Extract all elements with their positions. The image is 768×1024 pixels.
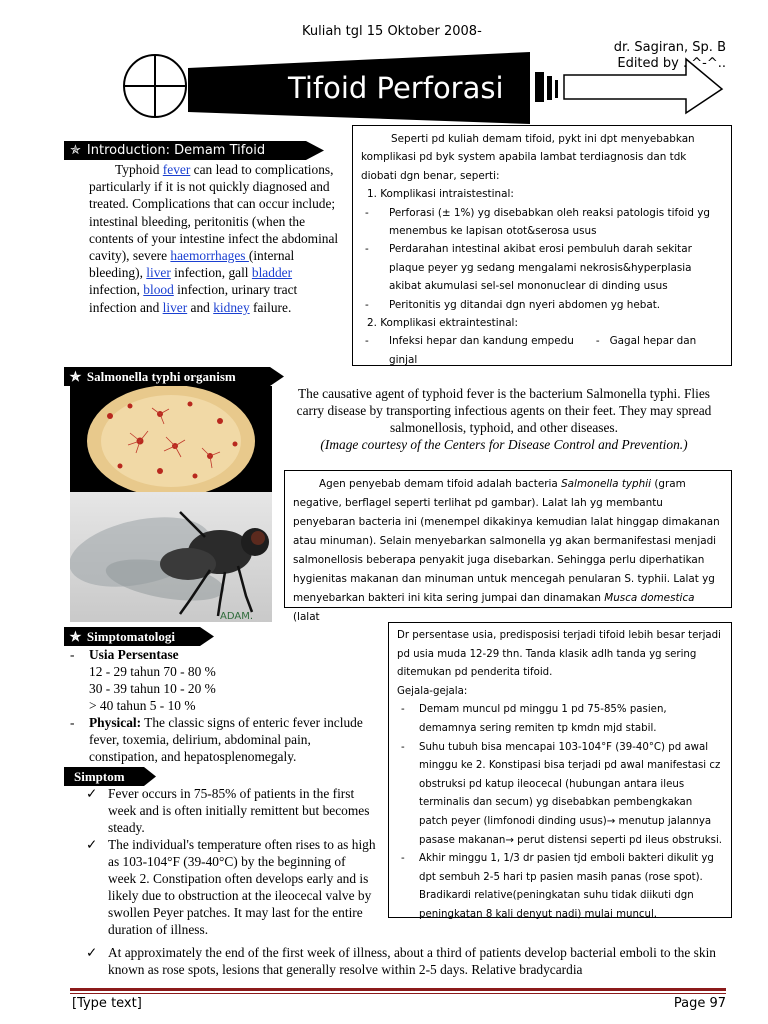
- list-item: - Perforasi (± 1%) yg disebabkan oleh reaksi patologis tifoid yg menembus ke lapisan otot&serosa usus: [361, 204, 723, 241]
- usia-row: 12 - 29 tahun 70 - 80 %: [89, 664, 216, 679]
- author-name: dr. Sagiran, Sp. B: [613, 40, 726, 55]
- lecture-date: Kuliah tgl 15 Oktober 2008-: [302, 24, 482, 39]
- list-item: ✓ Fever occurs in 75-85% of patients in the first week and is often initially remittent but becomes steady.: [86, 786, 370, 835]
- physical-paragraph: - Physical: The classic signs of enteric fever include fever, toxemia, delirium, abdominal pain, constipation, and hepatosplenomegaly.: [66, 714, 364, 765]
- usia-section: [66, 646, 366, 714]
- list-heading: 1. Komplikasi intraistestinal:: [367, 188, 514, 201]
- list-item: - Suhu tubuh bisa mencapai 103-104°F (39-40°C) pd awal minggu ke 2. Konstipasi bisa terjadi pd awal manifestasi cz obstruksi pd katup ileocecal (hubungan antara ileus terminalis dan secum) yg disebabkan pembengkakan patch peyer (limfonodi dinding usus)→ menutup jalannya pasase makanan→ perut distensi seperti pd ileus obstruksi.: [397, 739, 723, 851]
- footer-left-text: [Type text]: [72, 996, 142, 1011]
- link-liver-2[interactable]: liver: [162, 299, 188, 315]
- section-tag-label: Simptom: [74, 769, 125, 784]
- list-heading: 2. Komplikasi ektraintestinal:: [367, 317, 518, 330]
- link-blood[interactable]: blood: [143, 282, 174, 298]
- salmonella-culture-image: [70, 386, 272, 492]
- intro-paragraph: Typhoid fever can lead to complications, particularly if it is not quickly diagnosed and treated. Complications that can occur include; intestinal bleeding, peritonitis (when the contents of your intestine infect the abdominal cavity), severe haemorrhages (internal bleeding), liver infection, gall bladder infection, blood infection, urinary tract infection and liver and kidney failure.: [89, 162, 339, 315]
- tag-arrow-tip: [200, 627, 214, 646]
- list-item: ✓ The individual's temperature often rises to as high as 103-104°F (39-40°C) by the beginning of week 2. Constipation often develops early and is likely due to obstruction at the ileocecal valve by swollen Peyer patches. It may last for the entire duration of illness.: [86, 837, 376, 937]
- star-icon: ✯: [70, 629, 81, 644]
- gejala-heading: Gejala-gejala:: [397, 685, 468, 697]
- simptom-list: [86, 785, 376, 938]
- link-haemorrhages[interactable]: haemorrhages: [170, 248, 249, 264]
- symptoms-note-box: Dr persentase usia, predisposisi terjadi tifoid lebih besar terjadi pd usia muda 12-29 thn. Tanda klasik adlh tanda yg sering ditemukan pd penderita tifoid. Gejala-gejala: - Demam muncul pd minggu 1 pd 75-85% pasien, demamnya sering remiten tp kmdn mjd stabil. - Suhu tubuh bisa mencapai 103-104°F (39-40°C) pd awal minggu ke 2. Konstipasi bisa terjadi pd awal manifestasi cz obstruksi pd katup ileocecal (hubungan antara ileus terminalis dan secum) yg disebabkan pembengkakan patch peyer (limfonodi dinding usus)→ menutup jalannya pasase makanan→ perut distensi seperti pd ileus obstruksi. - Akhir minggu 1, 1/3 dr pasien tjd emboli bakteri dikulit yg dpt sembuh 2-5 hari tp pasien masih panas (rose spot). Bradikardi relative(peningkatan suhu tidak diikuti dgn peningkatan 8 kali denyut nadi) mulai muncul.: [388, 622, 732, 918]
- image-watermark: ADAM.: [220, 611, 254, 622]
- link-kidney[interactable]: kidney: [213, 299, 250, 315]
- section-tag-salmonella: [64, 367, 270, 386]
- simptom-list-continued: [86, 944, 730, 978]
- section-tag-introduction: [64, 141, 306, 160]
- causative-agent-paragraph: The causative agent of typhoid fever is the bacterium Salmonella typhi. Flies carry disease by transporting infectious agents on their feet. They may spread salmonellosis, typhoid, and other diseases. (Image courtesy of the Centers for Disease Control and Prevention.): [296, 386, 712, 452]
- footer-page-number: Page 97: [673, 996, 726, 1011]
- usia-row: 30 - 39 tahun 10 - 20 %: [89, 681, 216, 696]
- star-icon: ✯: [70, 143, 81, 158]
- section-tag-label: Salmonella typhi organism: [86, 369, 236, 384]
- link-liver[interactable]: liver: [146, 265, 171, 281]
- section-tag-label: Introduction: Demam Tifoid: [86, 143, 266, 158]
- usia-row: > 40 tahun 5 - 10 %: [89, 698, 196, 713]
- link-fever[interactable]: fever: [162, 162, 191, 177]
- list-item: ✓ At approximately the end of the first week of illness, about a third of patients develop bacterial emboli to the skin known as rose spots, lesions that generally resolve within 2-5 days. Relative bradycardia: [86, 945, 716, 977]
- complications-note-box: [352, 125, 732, 366]
- list-item: - Infeksi hepar dan kandung empedu - Gagal hepar dan ginjal: [361, 332, 723, 369]
- tag-arrow-tip: [270, 367, 284, 386]
- list-item: - Demam muncul pd minggu 1 pd 75-85% pasien, demamnya sering remiten tp kmdn mjd stabil.: [397, 701, 723, 738]
- checkmark-icon: ✓: [86, 945, 98, 960]
- tag-arrow-tip: [306, 141, 324, 160]
- housefly-image: [70, 492, 272, 622]
- section-tag-label: Simptomatologi: [86, 629, 176, 644]
- list-item: - Akhir minggu 1, 1/3 dr pasien tjd emboli bakteri dikulit yg dpt sembuh 2-5 hari tp pasien masih panas (rose spot). Bradikardi relative(peningkatan suhu tidak diikuti dgn peningkatan 8 kali denyut nadi) mulai muncul.: [397, 850, 723, 924]
- section-tag-simptomatologi: [64, 627, 200, 646]
- tag-arrow-tip: [144, 767, 156, 786]
- checkmark-icon: ✓: [86, 786, 98, 801]
- footer-rule-thin: [70, 993, 726, 994]
- image-credit: (Image courtesy of the Centers for Disease Control and Prevention.): [320, 437, 688, 452]
- link-bladder[interactable]: bladder: [251, 265, 293, 281]
- footer-rule: [70, 988, 726, 991]
- list-item: - Perdarahan intestinal akibat erosi pembuluh darah sekitar plaque peyer yg sedang mengalami nekrosis&hyperplasia akibat akumulasi sel-sel mononuclear di dinding usus: [361, 240, 723, 295]
- edited-by: Edited by ..^-^..: [617, 56, 726, 71]
- page-title: Tifoid Perforasi: [288, 71, 504, 105]
- agent-note-box: Agen penyebab demam tifoid adalah bacteria Salmonella typhii (gram negative, berflagel seperti terlihat pd gambar). Lalat lah yg membantu penyebaran bacteria ini (menempel dikakinya kemudian lalat hinggap dimakanan atau minuman). Selain menyebarkan salmonella yg akan bermanifestasi menjadi salmonellosis beberapa penyakit juga disebarkan. Sehingga perlu diperhatikan hygienitas makanan dan minuman untuk mencegah penularan S. typhii. Lalat yg menyebarkan bakteri ini kita sering jumpai dan dinamakan Musca domestica (lalat: [284, 470, 732, 608]
- checkmark-icon: ✓: [86, 837, 98, 852]
- star-icon: ✯: [70, 369, 81, 384]
- box-intro: Seperti pd kuliah demam tifoid, pykt ini dpt menyebabkan komplikasi pd byk system apabila lambat terdiagnosis dan tdk diobati dgn benar, seperti:: [361, 133, 695, 182]
- section-tag-simptom: [64, 767, 144, 786]
- usia-heading: - Usia Persentase: [66, 646, 366, 663]
- list-item: - Peritonitis yg ditandai dgn nyeri abdomen yg hebat.: [361, 296, 723, 314]
